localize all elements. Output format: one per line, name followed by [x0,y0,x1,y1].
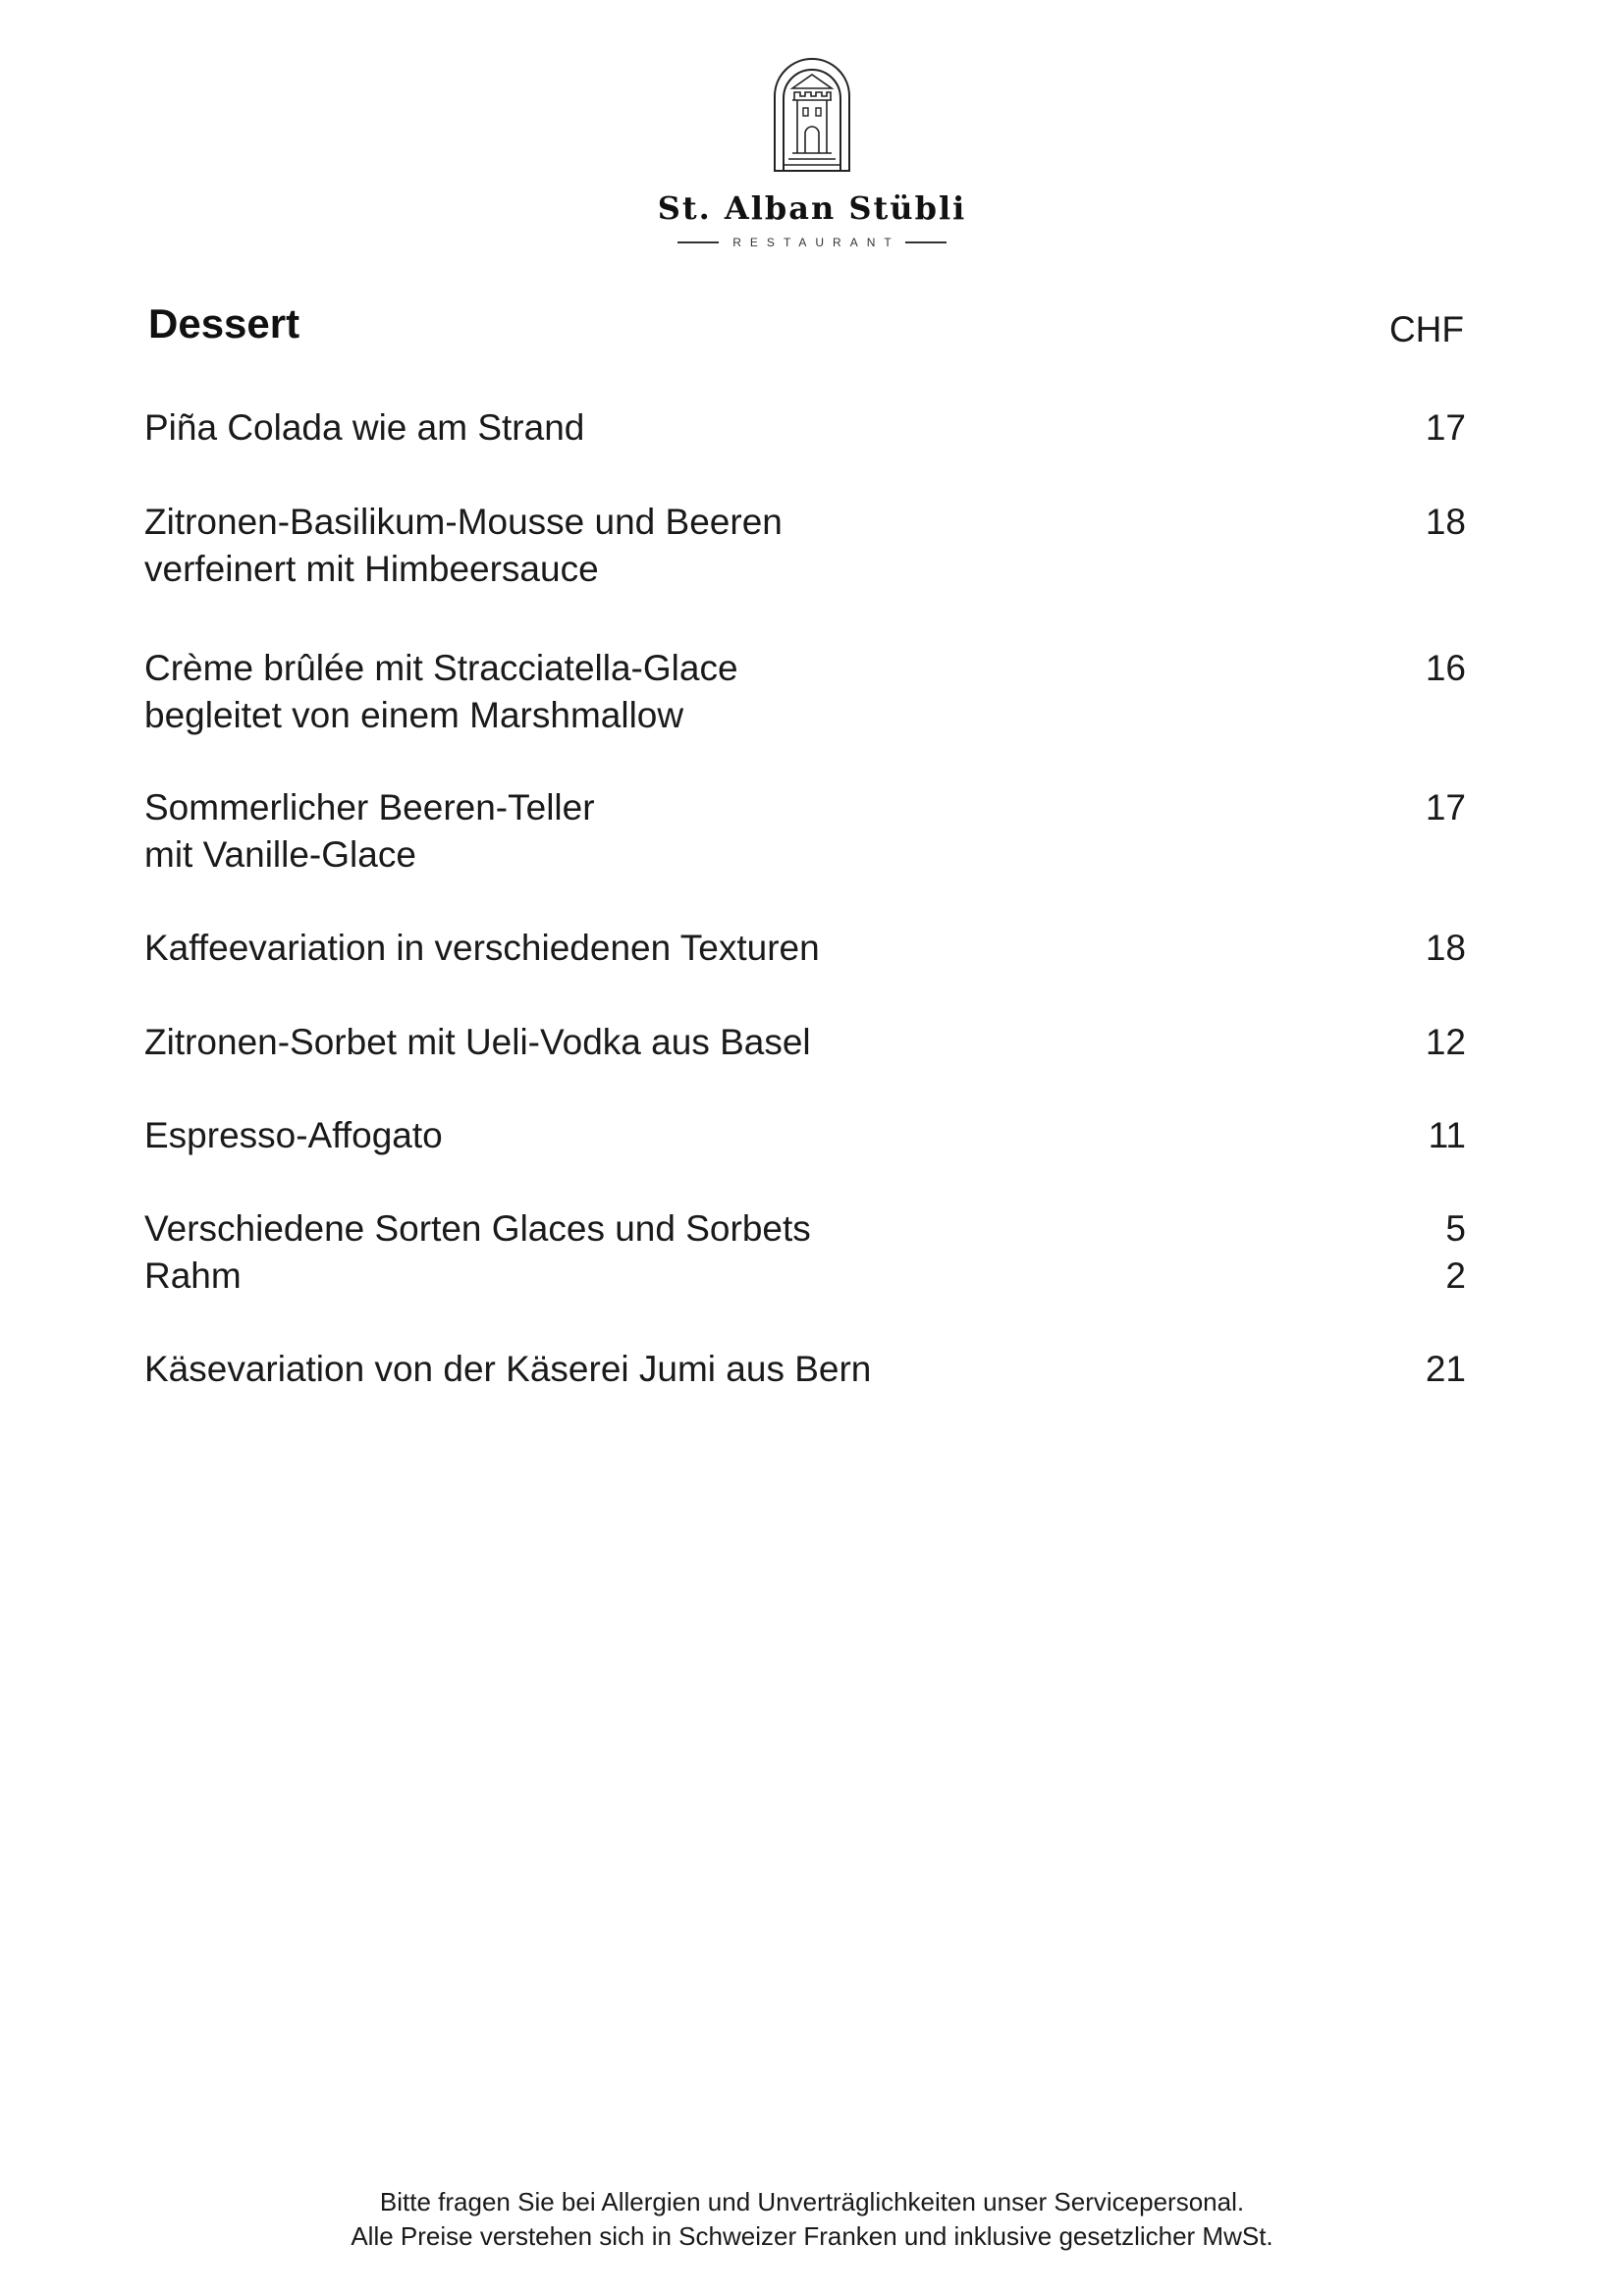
menu-item-name: Verschiedene Sorten Glaces und Sorbets [144,1208,811,1249]
footer-allergy-note: Bitte fragen Sie bei Allergien und Unverträglichkeiten unser Servicepersonal. [379,2187,1245,2216]
section-title: Dessert [148,300,300,347]
subtitle-rule-left [677,241,719,243]
menu-item-price: 17 [1425,787,1466,828]
restaurant-name: St. Alban Stübli [657,189,967,227]
menu-item-name: Rahm [144,1255,242,1296]
menu-item-line [144,1346,1466,1393]
menu-item-price: 18 [1425,928,1466,968]
menu-item-line [144,546,1466,593]
menu-item-price: 5 [1445,1208,1466,1249]
menu-item-name: Käsevariation von der Käserei Jumi aus Bern [144,1349,872,1389]
menu-item [144,784,1466,879]
menu-item-name: Zitronen-Basilikum-Mousse und Beeren [144,502,783,542]
menu-item-price: 17 [1425,407,1466,448]
menu-item [144,1205,1466,1300]
menu-item-name: Kaffeevariation in verschiedenen Texturen [144,928,820,968]
subtitle-text: RESTAURANT [732,236,900,249]
menu-item-price: 2 [1445,1255,1466,1296]
menu-item-line [144,784,1466,831]
menu-item [144,645,1466,739]
menu-item-line [144,692,1466,739]
footer-price-note: Alle Preise verstehen sich in Schweizer Franken und inklusive gesetzlicher MwSt. [351,2221,1273,2251]
subtitle-rule-right [905,241,947,243]
menu-item-name: Piña Colada wie am Strand [144,407,585,448]
tower-emblem-icon [771,57,853,173]
menu-item-line [144,1019,1466,1066]
menu-item-line [144,499,1466,546]
menu-item-name: Zitronen-Sorbet mit Ueli-Vodka aus Basel [144,1022,811,1062]
footer-note [0,2185,1624,2254]
menu-item-line [144,404,1466,452]
menu-item-description: begleitet von einem Marshmallow [144,695,684,735]
menu-item-line [144,831,1466,879]
restaurant-logo [0,57,1624,249]
menu-item-price: 12 [1425,1022,1466,1062]
menu-item-line [144,1253,1466,1300]
menu-item [144,1112,1466,1159]
menu-item-price: 16 [1425,648,1466,688]
menu-item-line [144,645,1466,692]
menu-item-price: 11 [1428,1115,1466,1155]
menu-item [144,1346,1466,1393]
menu-item [144,925,1466,972]
menu-item-price: 18 [1425,502,1466,542]
menu-item [144,1019,1466,1066]
menu-item-line [144,925,1466,972]
menu-item-description: verfeinert mit Himbeersauce [144,549,599,589]
restaurant-subtitle [0,236,1624,249]
menu-item-name: Crème brûlée mit Stracciatella-Glace [144,648,738,688]
menu-item [144,499,1466,593]
menu-header [148,294,1464,353]
menu-item-name: Sommerlicher Beeren-Teller [144,787,595,828]
currency-label: CHF [1388,309,1464,349]
menu-item-line [144,1112,1466,1159]
menu-item-line [144,1205,1466,1253]
menu-item [144,404,1466,452]
menu-item-description: mit Vanille-Glace [144,834,416,875]
menu-item-name: Espresso-Affogato [144,1115,443,1155]
menu-item-price: 21 [1425,1349,1466,1389]
